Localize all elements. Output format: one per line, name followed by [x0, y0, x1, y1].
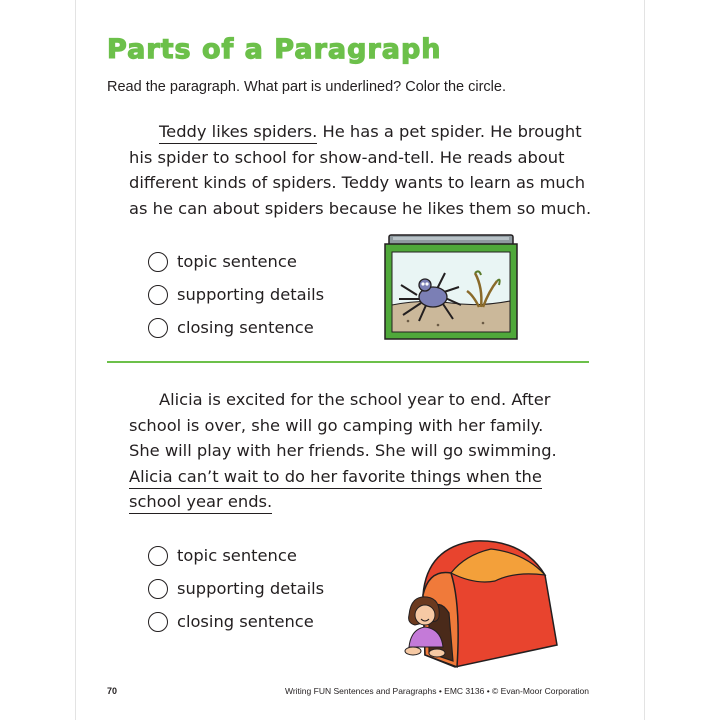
- answer-circle[interactable]: [148, 579, 168, 599]
- option-topic-sentence-1[interactable]: [148, 245, 324, 278]
- girl-in-tent-illustration: [395, 535, 565, 673]
- pebble: [407, 320, 410, 323]
- lid-highlight: [393, 237, 509, 240]
- option-label: supporting details: [177, 285, 325, 304]
- paragraph-2-line-5: [129, 489, 579, 515]
- page-title: Parts of a Paragraph: [107, 34, 442, 65]
- instructions: Read the paragraph. What part is underlined? Color the circle.: [107, 79, 506, 95]
- answer-circle[interactable]: [148, 285, 168, 305]
- underlined-closing-sentence: school year ends.: [129, 492, 272, 514]
- paragraph-2-line-3: She will play with her friends. She will go swimming.: [129, 441, 557, 460]
- option-closing-sentence-1[interactable]: [148, 311, 324, 344]
- paragraph-1-line-1: [129, 119, 582, 145]
- answer-options-1: [148, 245, 324, 344]
- option-label: supporting details: [177, 579, 325, 598]
- option-supporting-details-1[interactable]: [148, 278, 324, 311]
- answer-options-2: [148, 539, 324, 638]
- paragraph-2-line-4: [129, 464, 579, 490]
- spider-eye: [421, 282, 424, 285]
- option-label: topic sentence: [177, 546, 297, 565]
- pebble: [482, 322, 485, 325]
- paragraph-2-line-2: school is over, she will go camping with her family.: [129, 415, 544, 435]
- answer-circle[interactable]: [148, 612, 168, 632]
- girl-hand: [429, 649, 445, 657]
- option-supporting-details-2[interactable]: [148, 572, 324, 605]
- paragraph-2-line-1: Alicia is excited for the school year to end. After: [159, 390, 551, 409]
- option-label: topic sentence: [177, 252, 297, 271]
- girl-face: [415, 605, 435, 625]
- page-number: 70: [107, 686, 118, 696]
- option-closing-sentence-2[interactable]: [148, 605, 324, 638]
- spider-eye: [425, 282, 428, 285]
- spider-head: [419, 279, 431, 291]
- option-label: closing sentence: [177, 318, 314, 337]
- section-divider: [107, 361, 589, 363]
- paragraph-1: [129, 119, 592, 221]
- answer-circle[interactable]: [148, 546, 168, 566]
- pebble: [437, 324, 440, 327]
- line-text: He has a pet spider. He brought: [317, 122, 582, 141]
- paragraph-1-line-4: as he can about spiders because he likes them so much.: [129, 198, 592, 218]
- underlined-closing-sentence: Alicia can’t wait to do her favorite things when the: [129, 467, 542, 489]
- option-topic-sentence-2[interactable]: [148, 539, 324, 572]
- paragraph-1-line-3: different kinds of spiders. Teddy wants to learn as much: [129, 173, 586, 192]
- spider-terrarium-illustration: [383, 233, 519, 341]
- option-label: closing sentence: [177, 612, 314, 631]
- paragraph-1-line-2: his spider to school for show-and-tell. He reads about: [129, 147, 565, 167]
- answer-circle[interactable]: [148, 318, 168, 338]
- underlined-topic-sentence: Teddy likes spiders.: [159, 122, 317, 144]
- answer-circle[interactable]: [148, 252, 168, 272]
- footer-credit: Writing FUN Sentences and Paragraphs • EMC 3136 • © Evan-Moor Corporation: [284, 686, 589, 696]
- girl-hand: [405, 647, 421, 655]
- paragraph-2: [129, 387, 579, 515]
